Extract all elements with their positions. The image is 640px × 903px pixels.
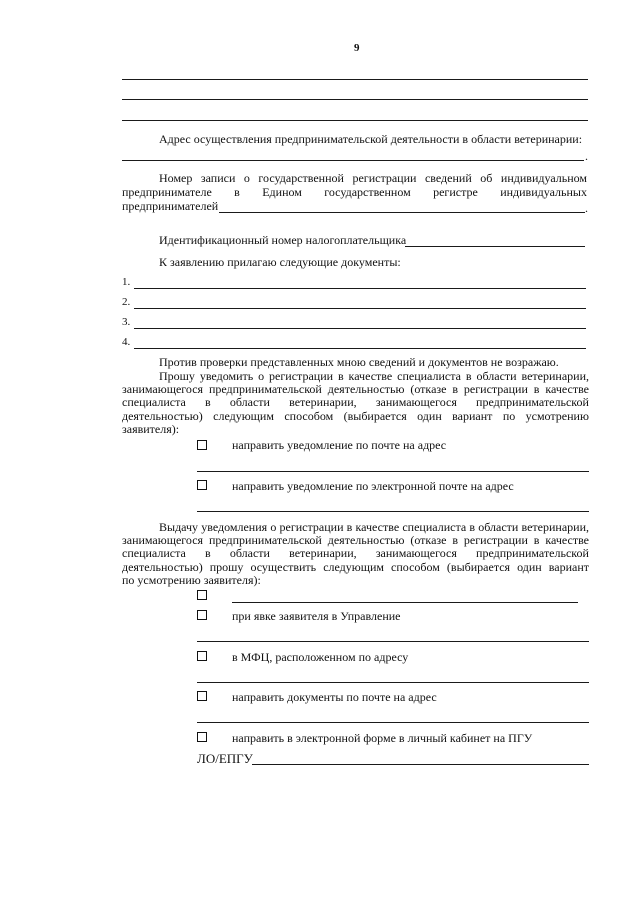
word: государственном [324,185,411,199]
word: вариант [452,409,493,423]
notify-email-checkbox[interactable] [197,480,207,490]
registry-record-line2 [122,186,587,199]
attachment-field[interactable] [134,348,586,349]
registry-record-line3: предпринимателей [122,199,219,213]
word: (выбирается [343,409,407,423]
issue-in-person-checkbox[interactable] [197,610,207,620]
issue-mfc-checkbox[interactable] [197,651,207,661]
word: способом [284,409,334,423]
notify-mail-checkbox[interactable] [197,440,207,450]
issue-mail-label: направить документы по почте на адрес [232,690,437,704]
issue-request-line2: занимающегося предпринимательской деятельностью (отказе в регистрации в качестве [122,533,589,547]
address-label: Адрес осуществления предпринимательской деятельности в области ветеринарии: [159,132,583,146]
notify-request-line5: заявителя): [122,422,180,436]
word: один [417,409,442,423]
word: предпринимательской [476,395,589,409]
issue-mfc-label: в МФЦ, расположенном по адресу [232,650,409,664]
word: предпринимателе [122,185,212,199]
word: в [234,185,240,199]
attachment-field[interactable] [134,288,586,289]
attachment-number: 1. [122,276,131,288]
lo-epgu-field[interactable] [252,764,589,765]
notify-request-line4 [122,410,589,423]
issue-other-field[interactable] [232,602,578,603]
attachment-number: 4. [122,336,131,348]
issue-other-checkbox[interactable] [197,590,207,600]
word: занимающегося [375,395,457,409]
attachment-field[interactable] [134,328,586,329]
word: следующим [213,409,274,423]
word: в [204,395,211,409]
word: индивидуальных [500,185,587,199]
attachment-number: 3. [122,316,131,328]
inn-field[interactable] [405,246,585,247]
issue-electronic-label: направить в электронной форме в личный кабинет на ПГУ [232,731,533,745]
word: занимающегося [375,546,457,560]
word: усмотрению [525,409,589,423]
registry-number-field[interactable] [219,212,585,213]
word: предпринимательской [476,546,589,560]
word: ветеринарии, [289,395,357,409]
word: регистре [433,185,478,199]
notify-request-line2: занимающегося предпринимательской деятельностью (отказе в регистрации в качестве [122,382,589,396]
issue-request-line5: по усмотрению заявителя): [122,573,261,587]
issue-request-line4: деятельностью) прошу осуществить следующим способом (выбирается один вариант [122,560,589,574]
word: области [229,546,270,560]
issue-request-line3 [122,547,589,560]
word: деятельностью) [122,409,203,423]
attachment-field[interactable] [134,308,586,309]
word: области [229,395,270,409]
address-field[interactable] [122,160,584,161]
word: специалиста [122,395,186,409]
notify-request-line3 [122,396,589,409]
page-number: 9 [354,42,360,54]
inn-label: Идентификационный номер налогоплательщика [159,233,407,247]
registry-record-line1: Номер записи о государственной регистрации сведений об индивидуальном [159,171,587,185]
issue-electronic-checkbox[interactable] [197,732,207,742]
issue-in-person-label: при явке заявителя в Управление [232,609,401,623]
notify-mail-address-field[interactable] [197,471,589,472]
blank-line[interactable] [122,79,588,80]
blank-line[interactable] [122,99,588,100]
no-objection-text: Против проверки представленных мною сведений и документов не возражаю. [159,355,559,369]
word: ветеринарии, [289,546,357,560]
issue-in-person-field[interactable] [197,641,589,642]
word: Едином [262,185,302,199]
word: специалиста [122,546,186,560]
notify-request-line1: Прошу уведомить о регистрации в качестве специалиста в области ветеринарии, [159,369,589,383]
address-line-end: . [585,149,588,163]
notify-email-label: направить уведомление по электронной почте на адрес [232,479,514,493]
notify-email-address-field[interactable] [197,511,589,512]
blank-line[interactable] [122,120,588,121]
registry-line-end: . [585,201,588,215]
issue-mail-address-field[interactable] [197,722,589,723]
word: в [204,546,211,560]
issue-mfc-address-field[interactable] [197,682,589,683]
word: по [502,409,516,423]
attach-label: К заявлению прилагаю следующие документы: [159,255,401,269]
notify-mail-label: направить уведомление по почте на адрес [232,438,447,452]
lo-epgu-label: ЛО/ЕПГУ [197,751,253,766]
issue-request-line1: Выдачу уведомления о регистрации в качестве специалиста в области ветеринарии, [159,520,589,534]
attachment-number: 2. [122,296,131,308]
issue-mail-checkbox[interactable] [197,691,207,701]
